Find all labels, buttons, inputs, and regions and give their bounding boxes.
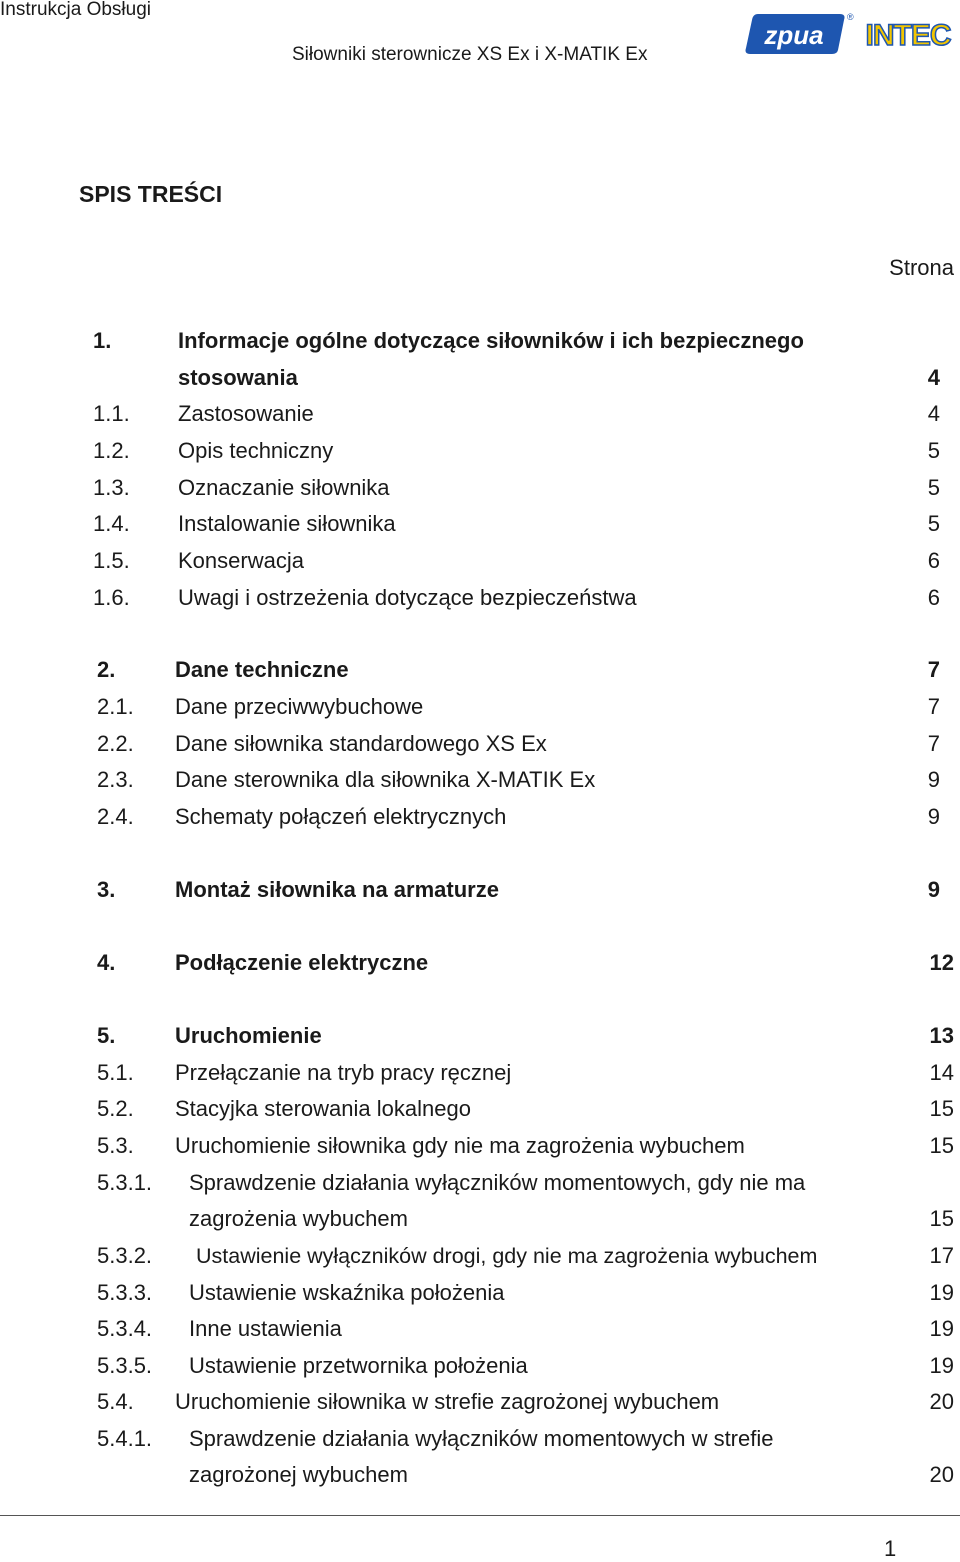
toc-entry-number: 5.3. bbox=[97, 1133, 134, 1158]
toc-entry-number: 1.5. bbox=[93, 548, 130, 573]
toc-entry-page: 15 bbox=[929, 1096, 954, 1121]
toc-entry-number: 5.3.4. bbox=[97, 1316, 153, 1341]
zpua-logo-text: zpua bbox=[764, 20, 824, 50]
toc-entry-title: Schematy połączeń elektrycznych bbox=[175, 804, 507, 829]
toc-entry-page: 19 bbox=[929, 1353, 954, 1378]
toc-heading: SPIS TREŚCI bbox=[79, 181, 223, 207]
toc-entry-page: 9 bbox=[927, 804, 940, 829]
toc-entry-page: 4 bbox=[927, 401, 940, 426]
toc-entry-page: 15 bbox=[929, 1133, 954, 1158]
toc-entry-title: Montaż siłownika na armaturze bbox=[175, 877, 499, 902]
toc-entry-page: 6 bbox=[927, 585, 940, 610]
toc-entry-title: Dane przeciwwybuchowe bbox=[175, 694, 424, 719]
toc-entry-title: Konserwacja bbox=[178, 548, 304, 573]
toc-entry-number: 5. bbox=[97, 1023, 116, 1048]
toc-entry-title: Uwagi i ostrzeżenia dotyczące bezpieczeństwa bbox=[178, 585, 637, 610]
toc-entry-page: 5 bbox=[927, 475, 940, 500]
toc-entry-page: 15 bbox=[929, 1206, 954, 1231]
toc-entry-number: 5.2. bbox=[97, 1096, 134, 1121]
toc-entry-number: 1. bbox=[93, 328, 112, 353]
toc-entry-number: 1.4. bbox=[93, 511, 130, 536]
toc-entry-number: 5.3.3. bbox=[97, 1280, 153, 1305]
toc-entry-page: 7 bbox=[927, 657, 940, 682]
toc-entry-page: 19 bbox=[929, 1280, 954, 1305]
toc-entry-number: 5.3.2. bbox=[97, 1243, 153, 1268]
toc-entry-title: Uruchomienie siłownika w strefie zagrożonej wybuchem bbox=[175, 1389, 720, 1414]
toc-entry-title: Sprawdzenie działania wyłączników momentowych, gdy nie ma bbox=[189, 1170, 806, 1195]
toc-entry-number: 5.4. bbox=[97, 1389, 134, 1414]
toc-entry-page: 9 bbox=[927, 877, 940, 902]
toc-entry-number: 5.3.1. bbox=[97, 1170, 153, 1195]
toc-entry-title: Dane siłownika standardowego XS Ex bbox=[175, 731, 547, 756]
toc-entry-title: Dane sterownika dla siłownika X-MATIK Ex bbox=[175, 767, 596, 792]
toc-entry-number: 2. bbox=[97, 657, 116, 682]
toc-entry-number: 1.1. bbox=[93, 401, 130, 426]
toc-entry-number: 5.1. bbox=[97, 1060, 134, 1085]
toc-entry-page: 5 bbox=[927, 438, 940, 463]
page-number: 1 bbox=[884, 1536, 897, 1561]
toc-entry-number: 2.1. bbox=[97, 694, 134, 719]
toc-entry-number: 2.3. bbox=[97, 767, 134, 792]
toc-entry-page: 20 bbox=[929, 1462, 954, 1487]
toc-entry-page: 17 bbox=[929, 1243, 954, 1268]
toc-entry-page: 13 bbox=[929, 1023, 954, 1048]
toc-entry-page: 12 bbox=[929, 950, 954, 975]
toc-entry-title: Sprawdzenie działania wyłączników momentowych w strefie bbox=[189, 1426, 774, 1451]
registered-mark: ® bbox=[847, 12, 854, 22]
toc-entry-page: 20 bbox=[929, 1389, 954, 1414]
toc-entry-title: Inne ustawienia bbox=[189, 1316, 342, 1341]
toc-entry-number: 2.2. bbox=[97, 731, 134, 756]
toc-entry-title: Ustawienie przetwornika położenia bbox=[189, 1353, 528, 1378]
toc-entry-page: 5 bbox=[927, 511, 940, 536]
toc-entry-page: 9 bbox=[927, 767, 940, 792]
toc-entry-page: 19 bbox=[929, 1316, 954, 1341]
toc-entry-title: stosowania bbox=[178, 365, 298, 390]
toc-entry-number: 1.3. bbox=[93, 475, 130, 500]
toc-entry-page: 7 bbox=[927, 694, 940, 719]
toc-entry-title: Informacje ogólne dotyczące siłowników i ich bezpiecznego bbox=[178, 328, 804, 353]
zpua-logo bbox=[744, 10, 854, 56]
toc-entry-title: zagrożonej wybuchem bbox=[189, 1462, 408, 1487]
toc-entry-title: zagrożenia wybuchem bbox=[189, 1206, 408, 1231]
page-column-label: Strona bbox=[889, 255, 954, 280]
toc-entry-number: 5.4.1. bbox=[97, 1426, 153, 1451]
toc-entry-title: Dane techniczne bbox=[175, 657, 349, 682]
toc-entry-title: Instalowanie siłownika bbox=[178, 511, 396, 536]
toc-entry-page: 6 bbox=[927, 548, 940, 573]
toc-entry-title: Podłączenie elektryczne bbox=[175, 950, 429, 975]
toc-entry-number: 3. bbox=[97, 877, 116, 902]
intec-logo-text: INTEC bbox=[865, 19, 951, 52]
toc-entry-title: Oznaczanie siłownika bbox=[178, 475, 390, 500]
toc-entry-number: 1.2. bbox=[93, 438, 130, 463]
toc-entry-title: Ustawienie wskaźnika położenia bbox=[189, 1280, 505, 1305]
toc-entry-page: 14 bbox=[929, 1060, 954, 1085]
toc-entry-page: 7 bbox=[927, 731, 940, 756]
document-title: Siłowniki sterownicze XS Ex i X-MATIK Ex bbox=[292, 44, 648, 65]
toc-entry-title: Uruchomienie siłownika gdy nie ma zagrożenia wybuchem bbox=[175, 1133, 745, 1158]
footer-divider bbox=[0, 1515, 960, 1516]
toc-entry-title: Przełączanie na tryb pracy ręcznej bbox=[175, 1060, 512, 1085]
toc-entry-title: Uruchomienie bbox=[175, 1023, 322, 1048]
toc-entry-number: 4. bbox=[97, 950, 116, 975]
intec-logo bbox=[865, 14, 951, 52]
toc-entry-number: 5.3.5. bbox=[97, 1353, 153, 1378]
toc-entry-title: Zastosowanie bbox=[178, 401, 314, 426]
toc-entry-number: 1.6. bbox=[93, 585, 130, 610]
toc-entry-number: 2.4. bbox=[97, 804, 134, 829]
toc-entry-title: Stacyjka sterowania lokalnego bbox=[175, 1096, 471, 1121]
toc-entry-title: Opis techniczny bbox=[178, 438, 334, 463]
toc-entry-title: Ustawienie wyłączników drogi, gdy nie ma zagrożenia wybuchem bbox=[196, 1244, 818, 1268]
document-type: Instrukcja Obsługi bbox=[0, 0, 152, 20]
toc-entry-page: 4 bbox=[927, 365, 940, 390]
